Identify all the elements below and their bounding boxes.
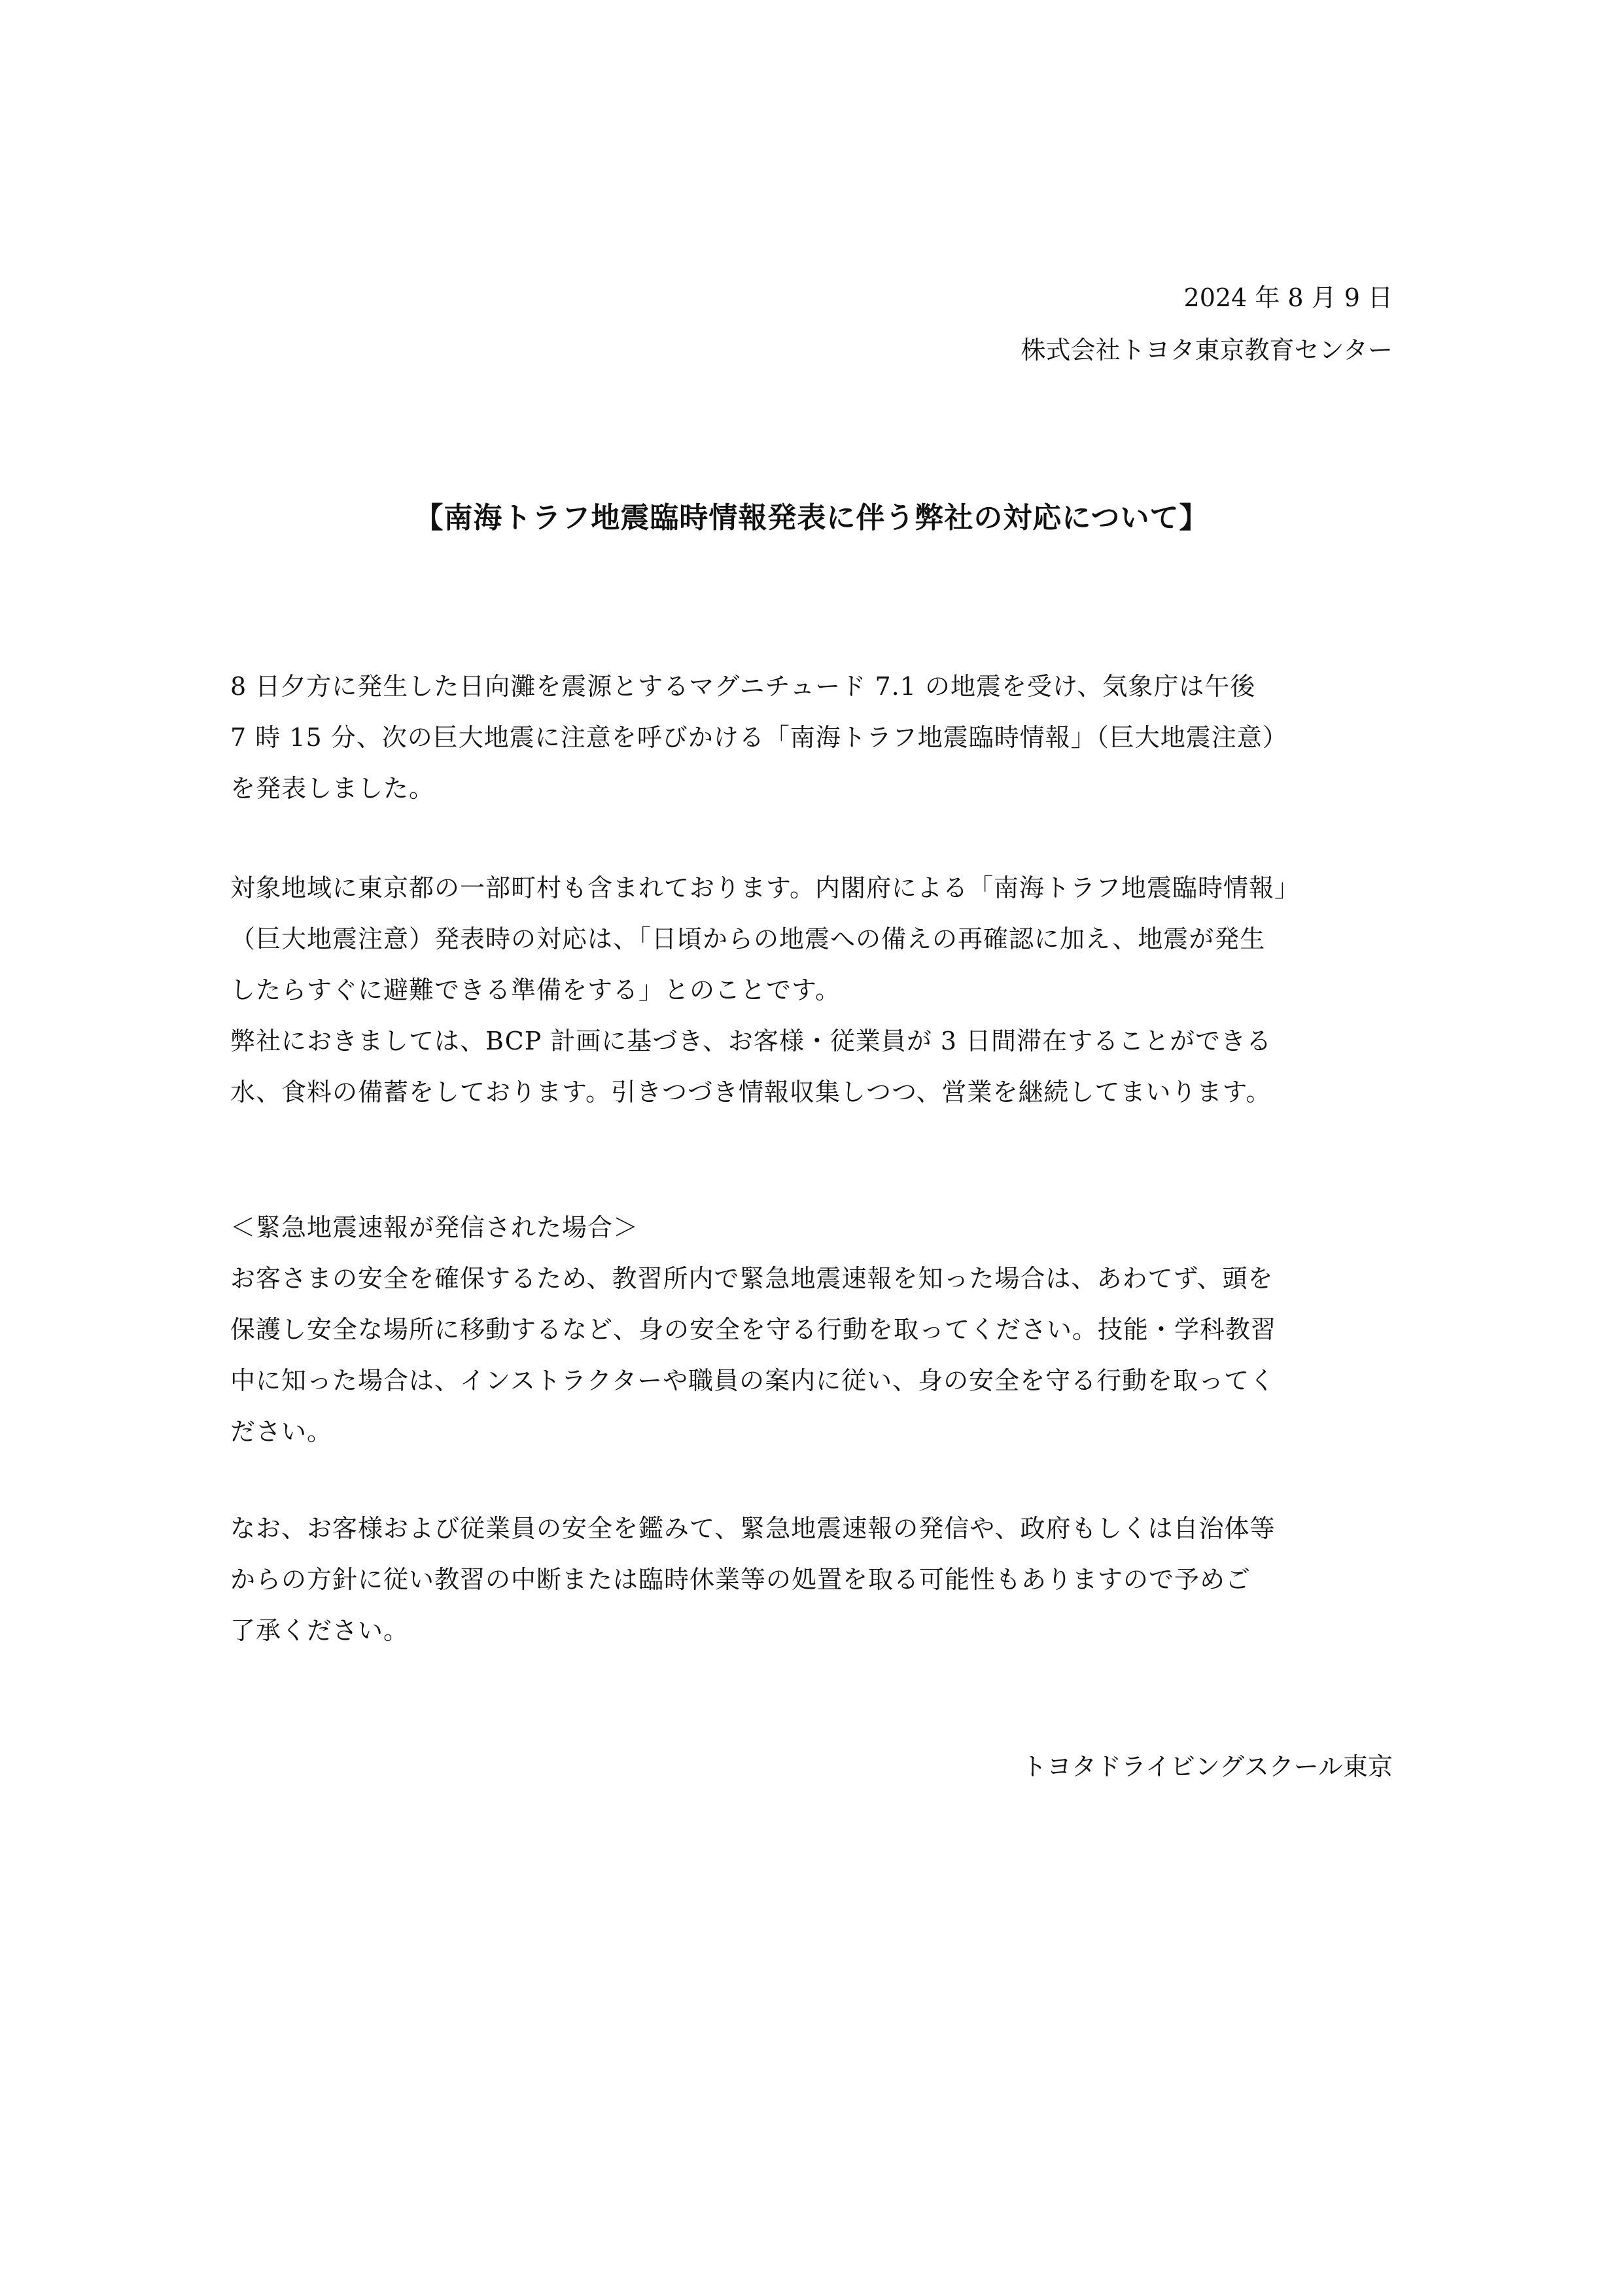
- paragraph-line: ださい。: [230, 1417, 333, 1446]
- paragraph-line: 保護し安全な場所に移動するなど、身の安全を守る行動を取ってください。技能・学科教習: [230, 1315, 1277, 1344]
- paragraph-line: 中に知った場合は、インストラクターや職員の案内に従い、身の安全を守る行動を取ってく: [230, 1366, 1276, 1395]
- paragraph-line: 対象地域に東京都の一部町村も含まれております。内閣府による「南海トラフ地震臨時情報」: [230, 874, 1300, 902]
- paragraph-closure-notice: [230, 1503, 1408, 1656]
- paragraph-announcement: [230, 661, 1408, 814]
- paragraph-line: （巨大地震注意）発表時の対応は、「日頃からの地震への備えの再確認に加え、地震が発生: [230, 925, 1266, 953]
- paragraph-line: からの方針に従い教習の中断または臨時休業等の処置を取る可能性もありますので予めご: [230, 1565, 1251, 1594]
- paragraph-line: 弊社におきましては、BCP 計画に基づき、お客様・従業員が 3 日間滞在することができる: [230, 1027, 1272, 1055]
- section-emergency-alert: [230, 1202, 1408, 1457]
- paragraph-line: 7 時 15 分、次の巨大地震に注意を呼びかける「南海トラフ地震臨時情報」（巨大地震注意）: [230, 723, 1288, 752]
- paragraph-line: なお、お客様および従業員の安全を鑑みて、緊急地震速報の発信や、政府もしくは自治体等: [230, 1514, 1276, 1543]
- section-heading: ＜緊急地震速報が発信された場合＞: [230, 1213, 639, 1242]
- issuing-organization: 株式会社トヨタ東京教育センター: [1021, 336, 1393, 364]
- paragraph-line: したらすぐに避難できる準備をする」とのことです。: [230, 976, 841, 1004]
- paragraph-line: 了承ください。: [230, 1616, 410, 1645]
- paragraph-line: を発表しました。: [230, 774, 435, 803]
- paragraph-company-response: [230, 862, 1408, 1118]
- header-block: [1021, 272, 1393, 376]
- paragraph-line: 8 日夕方に発生した日向灘を震源とするマグニチュード 7.1 の地震を受け、気象庁は午後: [230, 672, 1256, 701]
- paragraph-line: お客さまの安全を確保するため、教習所内で緊急地震速報を知った場合は、あわてず、頭を: [230, 1264, 1274, 1293]
- issue-date: 2024 年 8 月 9 日: [1183, 283, 1393, 312]
- paragraph-line: 水、食料の備蓄をしております。引きつづき情報収集しつつ、営業を継続してまいります。: [230, 1078, 1272, 1106]
- signature: トヨタドライビングスクール東京: [1022, 1752, 1393, 1781]
- document-title: 【南海トラフ地震臨時情報発表に伴う弊社の対応について】: [414, 501, 1209, 535]
